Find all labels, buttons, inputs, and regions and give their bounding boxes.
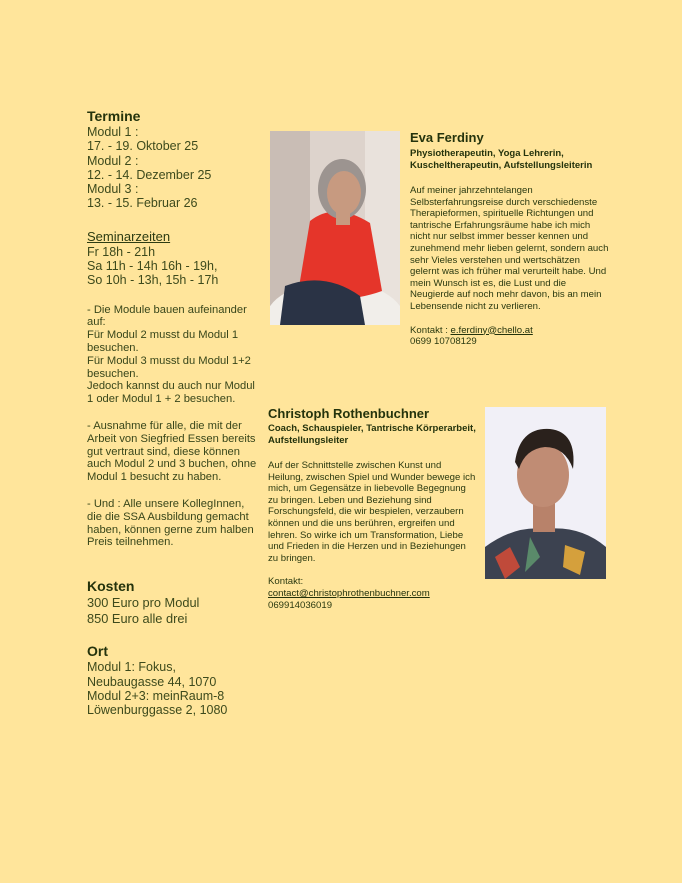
christoph-bio: Auf der Schnittstelle zwischen Kunst und Heilung, zwischen Spiel und Wunder bewege ich mich, um Gegensätze in liebevolle Begegnung zu bringen. Leben und Beziehung sind Forschungsfeld, die wir bespielen, verzaubern können und die uns berühren, ergreifen und lehren. So wirke ich um Transformation, Liebe und Frieden in die Herzen und in Beziehungen zu bringen. bbox=[268, 460, 476, 564]
christoph-role: Coach, Schauspieler, Tantrische Körperarbeit, Aufstellungsleiter bbox=[268, 423, 476, 446]
eva-phone: 0699 10708129 bbox=[410, 336, 477, 348]
ort-line: Modul 1: Fokus, bbox=[87, 660, 176, 675]
seminarzeit-line: Fr 18h - 21h bbox=[87, 244, 156, 259]
eva-portrait-illustration bbox=[270, 131, 400, 325]
note-kollegen: - Und : Alle unsere KollegInnen, die die SSA Ausbildung gemacht haben, können gerne zum halben Preis teilnehmen. bbox=[87, 498, 254, 549]
kosten-list bbox=[87, 595, 257, 626]
seminarzeit-line: So 10h - 13h, 15h - 17h bbox=[87, 273, 219, 288]
christoph-portrait-illustration bbox=[485, 407, 606, 579]
ort-line: Neubaugasse 44, 1070 bbox=[87, 674, 217, 689]
eva-photo bbox=[270, 131, 400, 325]
kosten-title: Kosten bbox=[87, 578, 135, 595]
seminarzeiten-title: Seminarzeiten bbox=[87, 228, 171, 244]
eva-contact-label: Kontakt : bbox=[410, 324, 451, 336]
christoph-bio-block bbox=[268, 406, 478, 611]
christoph-name: Christoph Rothenbuchner bbox=[268, 406, 430, 421]
eva-email-link[interactable]: e.ferdiny@chello.at bbox=[450, 324, 533, 336]
termine-title: Termine bbox=[87, 108, 141, 124]
kosten-line: 300 Euro pro Modul bbox=[87, 595, 200, 611]
note-ausnahme: - Ausnahme für alle, die mit der Arbeit von Siegfried Essen bereits gut vertraut sind, diese können auch Modul 2 und 3 buchen, ohne Modul 1 besucht zu haben. bbox=[87, 420, 257, 484]
termine-line: Modul 3 : bbox=[87, 182, 139, 197]
termine-line: Modul 1 : bbox=[87, 125, 139, 139]
eva-name: Eva Ferdiny bbox=[410, 130, 484, 145]
christoph-contact bbox=[268, 576, 478, 611]
eva-bio-block bbox=[410, 130, 610, 348]
eva-role: Physiotherapeutin, Yoga Lehrerin, Kuscheltherapeutin, Aufstellungsleiterin bbox=[410, 148, 593, 171]
kosten-line: 850 Euro alle drei bbox=[87, 610, 188, 626]
eva-bio: Auf meiner jahrzehntelangen Selbsterfahrungsreise durch verschiedenste Therapieformen, spirituelle Richtungen und tantrische Erfahrungsräume habe ich mich nicht nur selbst immer besser kennen und zunehmend mehr lieben gelernt, sondern auch sehr Vieles verstehen und wertschätzen gelernt was ich früher mal verurteilt habe. Und mein Wunsch ist es, die Lust und die Neugierde auf noch mehr davon, bis an mein Lebensende nicht zu verlieren. bbox=[410, 185, 609, 312]
christoph-email-link[interactable]: contact@christophrothenbuchner.com bbox=[268, 587, 430, 599]
eva-contact bbox=[410, 325, 610, 348]
ort-title: Ort bbox=[87, 643, 108, 660]
termine-line: 12. - 14. Dezember 25 bbox=[87, 167, 212, 182]
termine-line: 13. - 15. Februar 26 bbox=[87, 196, 198, 211]
ort-line: Modul 2+3: meinRaum-8 bbox=[87, 688, 225, 703]
ort-list bbox=[87, 660, 257, 717]
seminarzeiten-list bbox=[87, 245, 257, 288]
termine-line: Modul 2 : bbox=[87, 153, 139, 168]
termine-list bbox=[87, 125, 257, 211]
christoph-photo bbox=[485, 407, 606, 579]
left-column bbox=[87, 108, 257, 717]
seminarzeit-line: Sa 11h - 14h 16h - 19h, bbox=[87, 259, 218, 274]
christoph-contact-label: Kontakt: bbox=[268, 576, 304, 588]
termine-line: 17. - 19. Oktober 25 bbox=[87, 139, 199, 154]
christoph-phone: 069914036019 bbox=[268, 599, 333, 611]
ort-line: Löwenburggasse 2, 1080 bbox=[87, 703, 228, 718]
note-module: - Die Module bauen aufeinander auf: Für Modul 2 musst du Modul 1 besuchen. Für Modul 3 musst du Modul 1+2 besuchen. Jedoch kannst du auch nur Modul 1 oder Modul 1 + 2 besuchen. bbox=[87, 303, 255, 406]
